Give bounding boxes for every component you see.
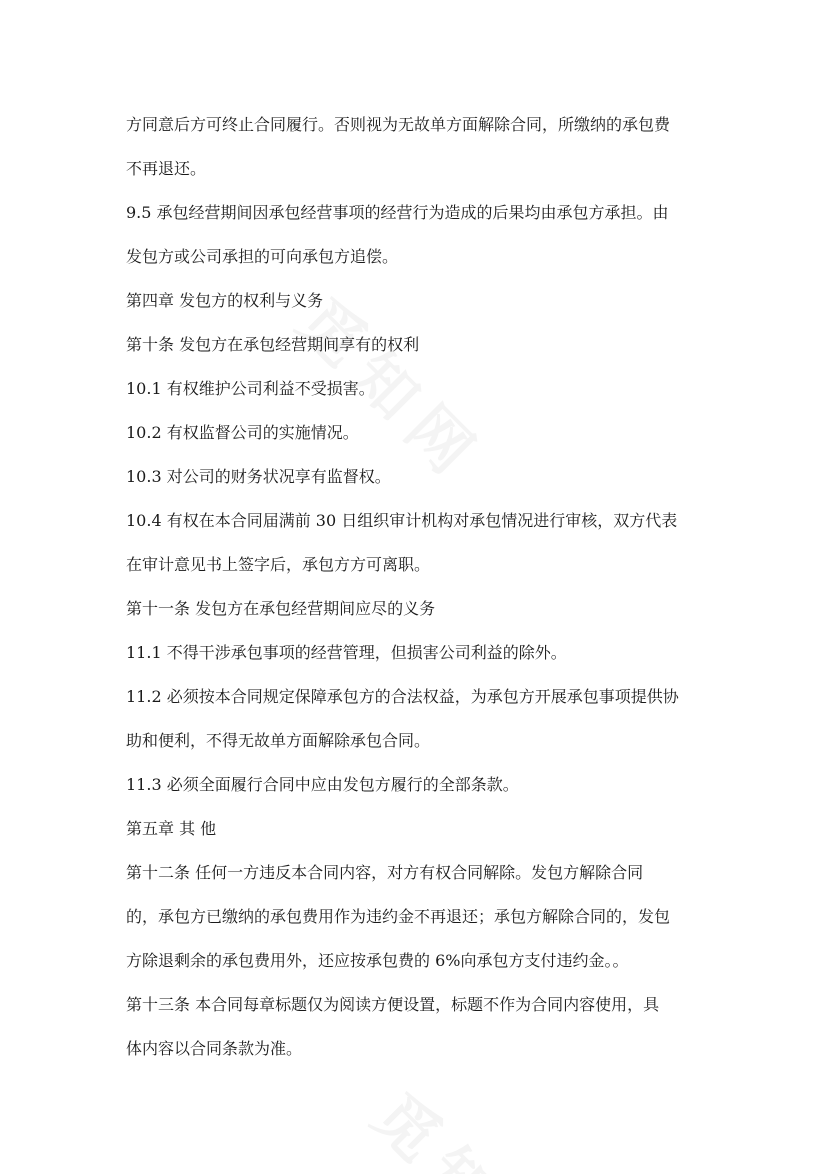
text-line: 9.5 承包经营期间因承包经营事项的经营行为造成的后果均由承包方承担。由 [126,203,669,222]
text-line: 10.4 有权在本合同届满前 30 日组织审计机构对承包情况进行审核，双方代表 [126,511,678,530]
article-text: 第十三条 本合同每章标题仅为阅读方便设置，标题不作为合同内容使用，具 [126,995,660,1014]
text-line: 体内容以合同条款为准。 [126,1039,303,1058]
text-line: 10.3 对公司的财务状况享有监督权。 [126,467,391,486]
text-line: 的，承包方已缴纳的承包费用作为违约金不再退还；承包方解除合同的，发包 [126,907,671,926]
text-line: 助和便利，不得无故单方面解除承包合同。 [126,731,431,750]
watermark [357,1070,581,1174]
text-line: 发包方或公司承担的可向承包方追偿。 [126,247,399,266]
text-line: 11.1 不得干涉承包事项的经营管理，但损害公司利益的除外。 [126,643,567,662]
article-heading: 第十一条 发包方在承包经营期间应尽的义务 [126,599,436,618]
text-line: 方除退剩余的承包费用外，还应按承包费的 6%向承包方支付违约金。。 [126,951,629,970]
chapter-heading: 第五章 其 他 [126,819,217,838]
text-line: 11.3 必须全面履行合同中应由发包方履行的全部条款。 [126,775,519,794]
article-heading: 第十条 发包方在承包经营期间享有的权利 [126,335,420,354]
text-line: 不再退还。 [126,159,207,178]
chapter-heading: 第四章 发包方的权利与义务 [126,291,324,310]
text-line: 10.2 有权监督公司的实施情况。 [126,423,359,442]
article-text: 第十二条 任何一方违反本合同内容，对方有权合同解除。发包方解除合同 [126,863,644,882]
text-line: 10.1 有权维护公司利益不受损害。 [126,379,375,398]
document-body [126,103,706,1071]
text-line: 11.2 必须按本合同规定保障承包方的合法权益，为承包方开展承包事项提供协 [126,687,679,706]
text-line: 在审计意见书上签字后，承包方方可离职。 [126,555,431,574]
text-line: 方同意后方可终止合同履行。否则视为无故单方面解除合同，所缴纳的承包费 [126,115,671,134]
